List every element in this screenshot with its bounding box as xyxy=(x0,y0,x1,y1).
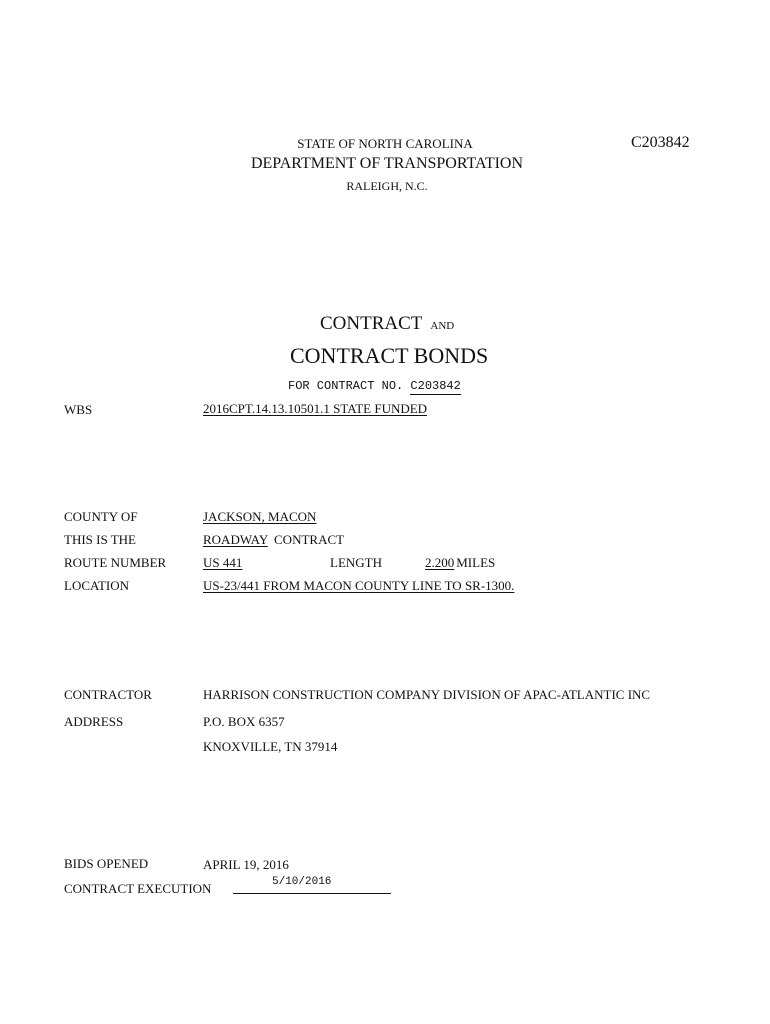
location-label: LOCATION xyxy=(64,578,129,593)
bids-opened-label: BIDS OPENED xyxy=(64,856,149,871)
contract-type-line xyxy=(203,532,344,548)
contract-type-value: ROADWAY xyxy=(203,532,268,547)
length-label: LENGTH xyxy=(330,555,382,570)
address-line-2: KNOXVILLE, TN 37914 xyxy=(203,739,338,754)
city-name: RALEIGH, N.C. xyxy=(346,179,428,193)
address-label: ADDRESS xyxy=(64,714,124,729)
contractor-name: HARRISON CONSTRUCTION COMPANY DIVISION OF APAC-ATLANTIC INC xyxy=(203,687,651,702)
title-contract-line xyxy=(320,313,454,335)
for-contract-number: C203842 xyxy=(410,379,461,393)
execution-signature-line xyxy=(233,893,391,894)
for-contract-line xyxy=(288,379,461,395)
wbs-value: 2016CPT.14.13.10501.1 STATE FUNDED xyxy=(203,401,428,416)
contract-execution-label: CONTRACT EXECUTION xyxy=(64,881,212,896)
title-contract: CONTRACT xyxy=(320,313,423,334)
contract-type-suffix: CONTRACT xyxy=(274,532,345,547)
contract-execution-value: 5/10/2016 xyxy=(272,876,332,888)
county-value: JACKSON, MACON xyxy=(203,509,317,524)
contract-id-header: C203842 xyxy=(631,134,690,151)
for-contract-label: FOR CONTRACT NO. xyxy=(288,379,404,393)
title-and: AND xyxy=(430,320,455,332)
length-line xyxy=(425,555,495,571)
route-value: US 441 xyxy=(203,555,243,570)
contract-type-label: THIS IS THE xyxy=(64,532,136,547)
address-line-1: P.O. BOX 6357 xyxy=(203,714,285,729)
county-label: COUNTY OF xyxy=(64,509,138,524)
wbs-label: WBS xyxy=(64,402,93,417)
state-name: STATE OF NORTH CAROLINA xyxy=(297,136,473,151)
route-label: ROUTE NUMBER xyxy=(64,555,167,570)
location-value: US-23/441 FROM MACON COUNTY LINE TO SR-1300. xyxy=(203,578,515,593)
title-contract-bonds: CONTRACT BONDS xyxy=(290,343,489,368)
department-name: DEPARTMENT OF TRANSPORTATION xyxy=(250,155,524,172)
length-value: 2.200 xyxy=(425,555,455,570)
bids-opened-value: APRIL 19, 2016 xyxy=(203,857,289,872)
contractor-label: CONTRACTOR xyxy=(64,687,152,702)
length-unit: MILES xyxy=(456,555,496,570)
